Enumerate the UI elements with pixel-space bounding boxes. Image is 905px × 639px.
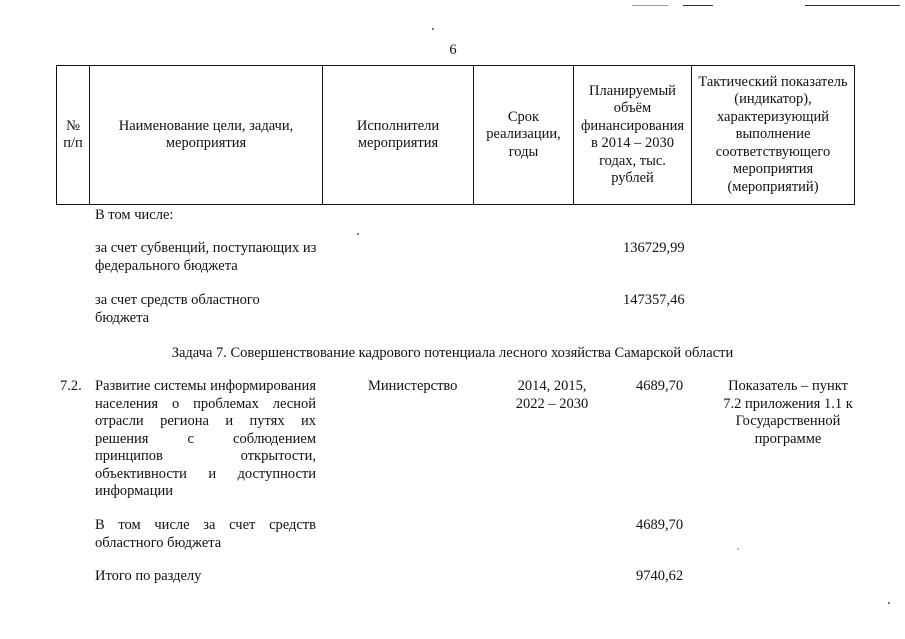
row-7-2-term: 2014, 2015, 2022 – 2030 [515, 378, 589, 412]
header-indicator: Тактический показатель (индикатор), характеризующий выполнение соответствующего мероприятия (мероприятий) [692, 66, 855, 205]
scan-speck [737, 548, 739, 550]
row-7-2-number: 7.2. [60, 378, 82, 394]
including-regional-label: В том числе за счет средств областного бюджета [95, 517, 316, 551]
total-value: 9740,62 [636, 568, 684, 584]
regional-label: за счет средств областного бюджета [95, 292, 260, 326]
including-label: В том числе: [95, 207, 174, 223]
header-funding: Планируемый объём финансирования в 2014 – 2030 годах, тыс. рублей [574, 66, 692, 205]
including-regional-value: 4689,70 [636, 517, 684, 533]
federal-label: за счет субвенций, поступающих из федерального бюджета [95, 240, 317, 274]
table-header [56, 65, 855, 205]
scan-speck [888, 602, 890, 604]
row-7-2-indicator: Показатель – пункт 7.2 приложения 1.1 к Государственной программе [723, 378, 853, 447]
federal-value: 136729,99 [623, 240, 685, 256]
row-7-2-executor: Министерство [368, 378, 458, 394]
header-num: № п/п [57, 66, 90, 205]
scan-speck [432, 28, 434, 30]
row-7-2-name: Развитие системы информирования населения о проблемах лесной отрасли региона и путях их решения с соблюдением принципов открытости, объективности и доступности информации [95, 378, 316, 499]
scan-artifact-line [632, 5, 668, 6]
total-label: Итого по разделу [95, 568, 202, 584]
task-heading: Задача 7. Совершенствование кадрового потенциала лесного хозяйства Самарской области [171, 345, 734, 361]
page-number: 6 [449, 42, 457, 58]
header-term: Срок реализации, годы [474, 66, 574, 205]
regional-value: 147357,46 [623, 292, 685, 308]
scan-artifact-line [683, 5, 713, 6]
scan-speck [357, 233, 359, 235]
header-executors: Исполнители мероприятия [323, 66, 474, 205]
row-7-2-funding: 4689,70 [636, 378, 684, 394]
header-name: Наименование цели, задачи, мероприятия [90, 66, 323, 205]
scan-artifact-line [805, 5, 900, 6]
